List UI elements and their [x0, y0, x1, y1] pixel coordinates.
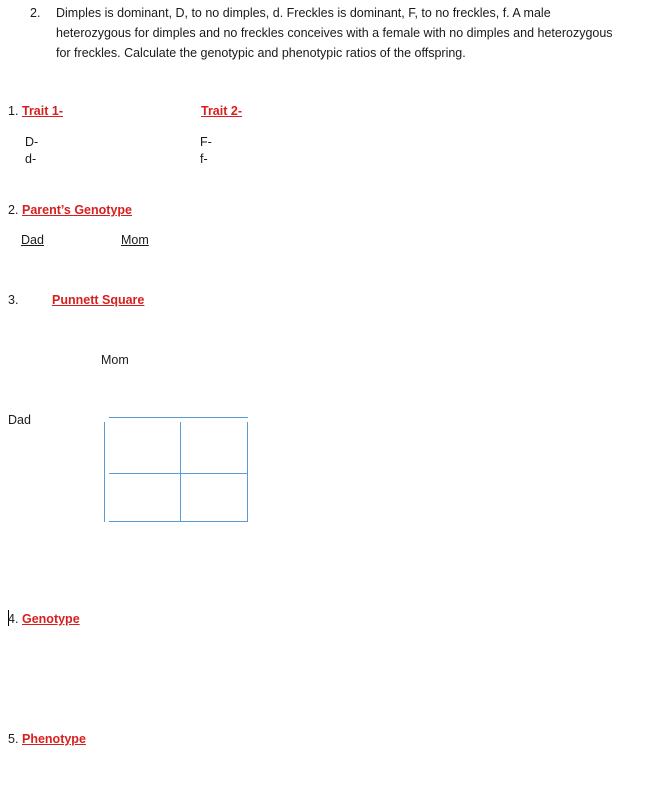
trait1-heading: Trait 1- [22, 104, 63, 118]
mom-genotype-label: Mom [121, 233, 149, 247]
trait1-recessive-allele: d- [25, 152, 37, 166]
parents-genotype-heading: Parent’s Genotype [22, 203, 132, 217]
punnett-mom-label: Mom [101, 353, 129, 367]
grid-middle-vertical-line [180, 422, 181, 522]
trait1-dominant-allele: D- [25, 135, 39, 149]
genotype-heading: Genotype [22, 612, 80, 626]
grid-middle-horizontal-line [109, 473, 248, 474]
dad-genotype-label: Dad [21, 233, 44, 247]
trait2-recessive-allele: f- [200, 152, 208, 166]
grid-left-line [104, 422, 105, 522]
phenotype-heading: Phenotype [22, 732, 86, 746]
grid-right-line [247, 422, 248, 522]
trait2-dominant-allele: F- [200, 135, 212, 149]
trait2-heading: Trait 2- [201, 104, 242, 118]
step1-number: 1. [8, 104, 19, 118]
grid-top-line [109, 417, 248, 418]
punnett-square-grid [104, 417, 248, 522]
step5-number: 5. [8, 732, 19, 746]
grid-bottom-line [109, 521, 248, 522]
problem-number: 2. [30, 6, 41, 20]
punnett-dad-label: Dad [8, 413, 31, 427]
step3-number: 3. [8, 293, 19, 307]
punnett-square-heading: Punnett Square [52, 293, 145, 307]
step2-number: 2. [8, 203, 19, 217]
problem-text: Dimples is dominant, D, to no dimples, d. Freckles is dominant, F, to no freckles, f. A male heterozygous for dimples and no freckles conceives with a female with no dimples and heterozygous for freckles. Calculate the genotypic and phenotypic ratios of the offspring. [56, 6, 613, 60]
step4-number: 4. [8, 612, 19, 626]
